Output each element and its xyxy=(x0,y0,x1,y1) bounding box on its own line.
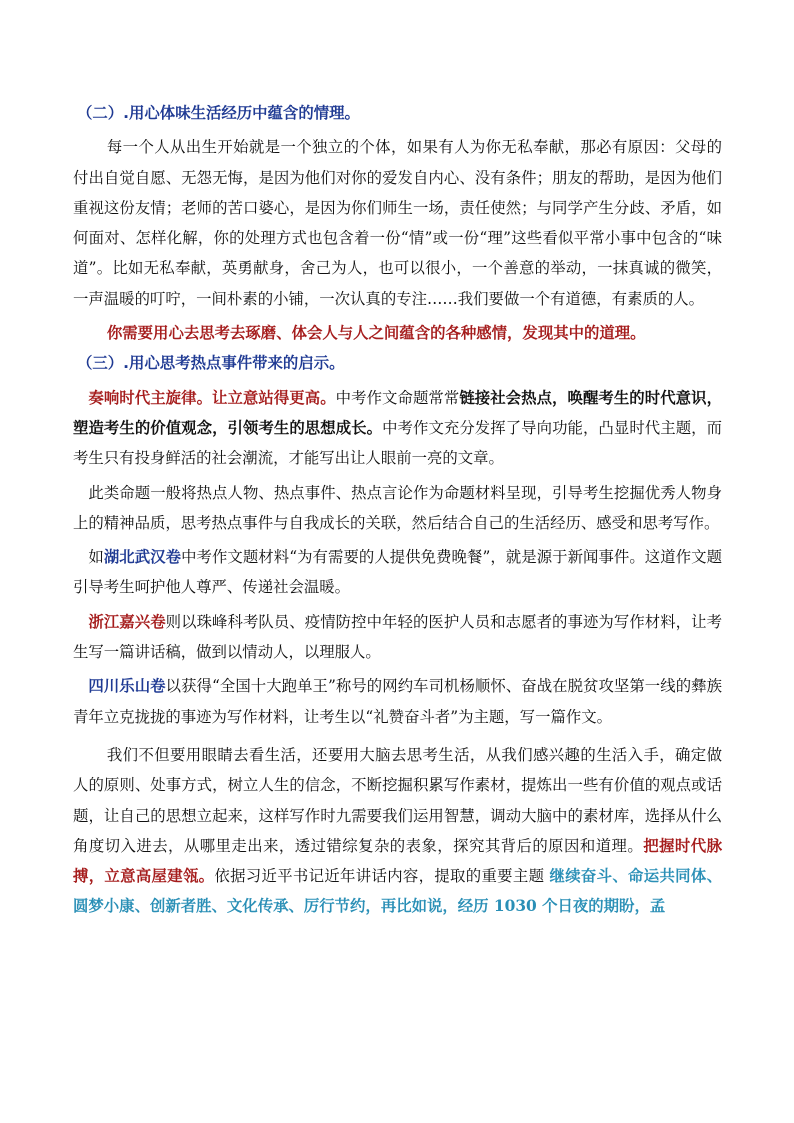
paragraph-text: 以获得“全国十大跑单王”称号的网约车司机杨顺怀、奋战在脱贫攻坚第一线的彝族青年立克拢拢的事迹为写作材料，让考生以“礼赞奋斗者”为主题，写一篇作文。 xyxy=(73,677,722,726)
section3-heading: （三）.用心思考热点事件带来的启示。 xyxy=(77,354,345,373)
section3-paragraph-1 xyxy=(73,383,722,474)
paragraph-text: 则以珠峰科考队员、疫情防控中年轻的医护人员和志愿者的事迹为写作材料，让考生写一篇讲话稿，做到以情动人，以理服人。 xyxy=(73,612,722,662)
section2-emphasis: 你需要用心去思考去琢磨、体会人与人之间蕴含的各种感情，发现其中的道理。 xyxy=(106,324,646,343)
theme-lead: 奏响时代主旋律。让立意站得更高。 xyxy=(88,388,336,407)
paragraph-text: 我们不但要用眼睛去看生活，还要用大脑去思考生活，从我们感兴趣的生活入手，确定做人的原则、处事方式，树立人生的信念，不断挖掘积累写作素材，提炼出一些有价值的观点或话题，让自己的思想立起来，这样写作时九需要我们运用智慧，调动大脑中的素材库，选择从什么角度切入进去，从哪里走出来，透过错综复杂的表象，探究其背后的原因和道理。 xyxy=(73,745,722,855)
paragraph-bold: 链接社会热点，唤醒考生的时代意识，塑造考生的价值观念，引领考生的思想成长。 xyxy=(73,388,722,437)
section3-paragraph-5 xyxy=(73,671,722,732)
paragraph-text: 中考作文充分发挥了导向功能，凸显时代主题，而考生只有投身鲜活的社会潮流，才能写出让人眼前一亮的文章。 xyxy=(73,418,722,468)
paragraph-text: 如 xyxy=(88,548,104,567)
section2-heading: （二）.用心体味生活经历中蕴含的情理。 xyxy=(77,104,360,122)
exam-region-leshan: 四川乐山卷 xyxy=(88,677,166,696)
section3-paragraph-6 xyxy=(73,740,722,922)
paragraph-text: 中考作文命题常常 xyxy=(335,388,460,407)
paragraph-teal: 继续奋斗、命运共同体、圆梦小康、创新者胜、文化传承、厉行节约，再比如说，经历 1030 个日夜的期盼，孟 xyxy=(73,867,722,916)
section3-paragraph-3 xyxy=(73,542,722,603)
exam-region-wuhan: 湖北武汉卷 xyxy=(103,548,182,567)
section3-paragraph-2: 此类命题一般将热点人物、热点事件、热点言论作为命题材料呈现，引导考生挖掘优秀人物身上的精神品质，思考热点事件与自我成长的关联，然后结合自己的生活经历、感受和思考写作。 xyxy=(73,483,722,532)
section2-paragraph: 每一个人从出生开始就是一个独立的个体，如果有人为你无私奉献，那必有原因：父母的付出自觉自愿、无怨无悔，是因为他们对你的爱发自内心、没有条件；朋友的帮助，是因为他们重视这份友情；老师的苦口婆心，是因为你们师生一场，责任使然；与同学产生分歧、矛盾，如何面对、怎样化解，你的处理方式也包含着一份“情”或一份“理”这些看似平常小事中包含的“味道”。比如无私奉献，英勇献身，舍己为人，也可以很小，一个善意的举动，一抹真诚的微笑，一声温暖的叮咛，一间朴素的小铺，一次认真的专注……我们要做一个有道德，有素质的人。 xyxy=(73,138,722,308)
paragraph-text: 中考作文题材料“为有需要的人提供免费晚餐”，就是源于新闻事件。这道作文题引导考生呵护他人尊严、传递社会温暖。 xyxy=(73,548,722,597)
paragraph-red: 把握时代脉搏，立意高屋建瓴。 xyxy=(73,836,722,886)
section3-paragraph-4 xyxy=(73,607,722,668)
exam-region-jiaxing: 浙江嘉兴卷 xyxy=(88,612,166,631)
paragraph-text: 依据习近平书记近年讲话内容，提取的重要主题 xyxy=(214,867,550,886)
